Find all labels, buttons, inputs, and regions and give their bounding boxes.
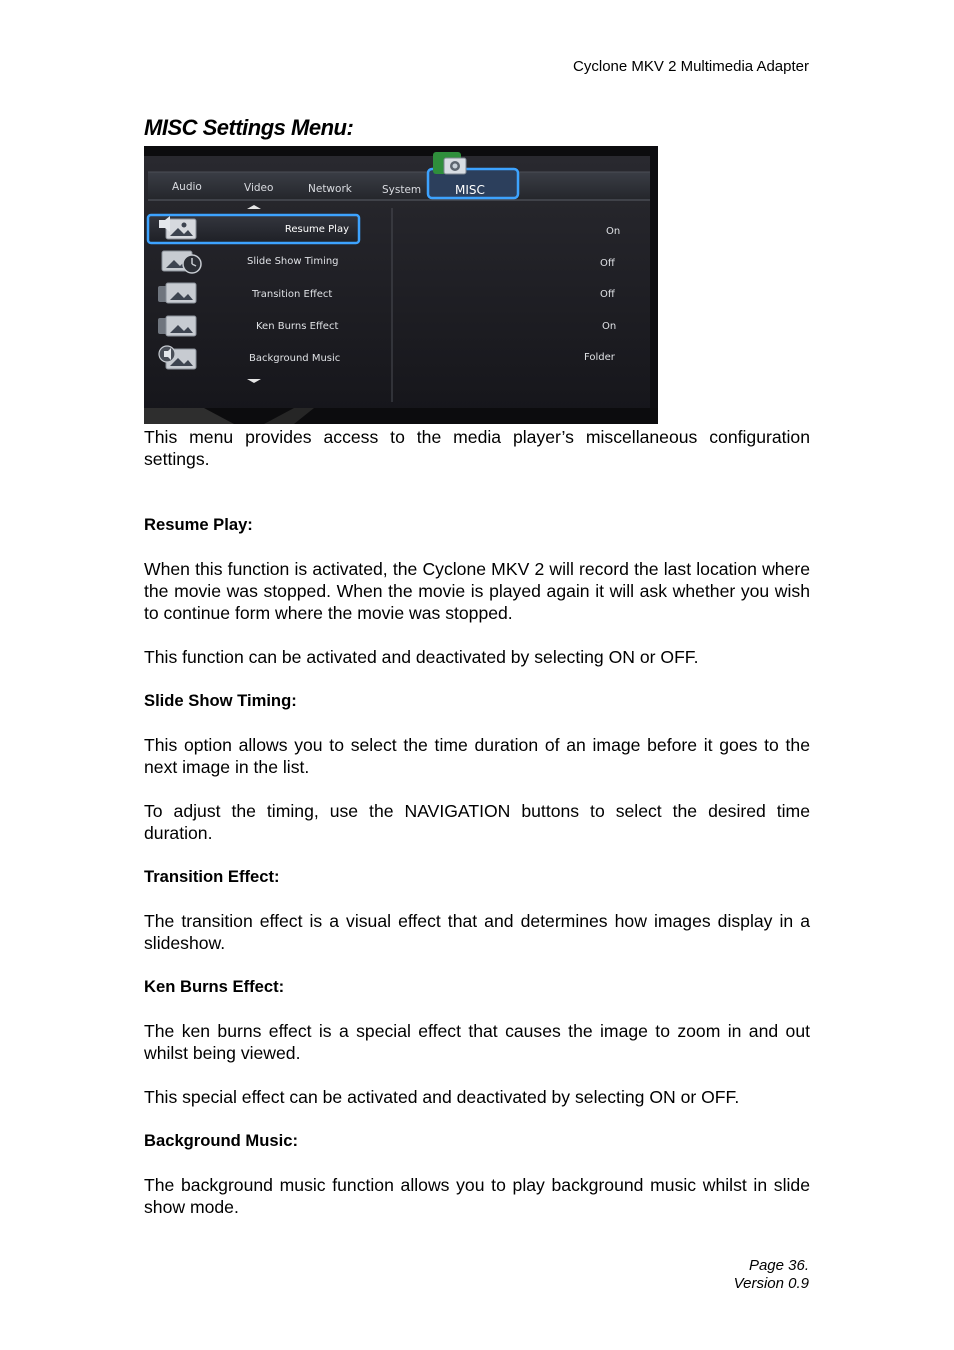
menu-item-resume-play[interactable]: Resume Play: [284, 224, 349, 235]
resume-play-paragraph-1: When this function is activated, the Cyclone MKV 2 will record the last location where the movie was stopped. When the movie is played again it will ask whether you wish to continue form where the movie was stopped.: [144, 559, 810, 623]
slide-show-timing-paragraph-1: This option allows you to select the time duration of an image before it goes to the next image in the list.: [144, 735, 810, 777]
transition-effect-paragraph-1: The transition effect is a visual effect that and determines how images display in a slideshow.: [144, 911, 810, 953]
misc-menu-screen: [144, 146, 658, 424]
item-icon-transition-effect: [158, 283, 196, 303]
page-number: Page 36.: [748, 1257, 809, 1274]
document-body: [144, 426, 810, 1218]
value-transition-effect: Off: [600, 289, 615, 300]
item-icon-ken-burns-effect: [158, 316, 196, 336]
tab-audio[interactable]: Audio: [172, 181, 202, 193]
ken-burns-effect-paragraph-2: This special effect can be activated and deactivated by selecting ON or OFF.: [144, 1087, 740, 1107]
section-heading-resume-play: Resume Play:: [144, 515, 253, 534]
tab-video[interactable]: Video: [244, 182, 274, 194]
section-heading-transition-effect: Transition Effect:: [144, 867, 280, 886]
ken-burns-effect-paragraph-1: The ken burns effect is a special effect that causes the image to zoom in and out whilst being viewed.: [144, 1021, 810, 1063]
resume-play-paragraph-2: This function can be activated and deactivated by selecting ON or OFF.: [144, 647, 699, 667]
tab-network[interactable]: Network: [308, 183, 352, 195]
tab-misc[interactable]: MISC: [455, 183, 485, 197]
misc-menu-screenshot: [144, 146, 658, 424]
value-background-music: Folder: [584, 352, 615, 363]
slide-show-timing-paragraph-2: To adjust the timing, use the NAVIGATION buttons to select the desired time duration.: [144, 801, 810, 843]
menu-item-ken-burns-effect[interactable]: Ken Burns Effect: [256, 321, 339, 332]
background-music-paragraph-1: The background music function allows you to play background music whilst in slide show mode.: [144, 1175, 810, 1217]
intro-paragraph: This menu provides access to the media player’s miscellaneous configuration settings.: [144, 427, 810, 469]
section-heading-slide-show-timing: Slide Show Timing:: [144, 691, 297, 710]
value-resume-play: On: [606, 226, 621, 237]
document-version: Version 0.9: [733, 1275, 809, 1292]
menu-item-transition-effect[interactable]: Transition Effect: [252, 289, 333, 300]
page-title: MISC Settings Menu:: [144, 115, 354, 140]
section-heading-ken-burns-effect: Ken Burns Effect:: [144, 977, 285, 996]
tab-system[interactable]: System: [382, 184, 422, 196]
value-slide-show-timing: Off: [600, 258, 615, 269]
menu-item-background-music[interactable]: Background Music: [249, 353, 341, 364]
section-heading-background-music: Background Music:: [144, 1131, 298, 1150]
menu-item-slide-show-timing[interactable]: Slide Show Timing: [247, 256, 339, 267]
document-header: Cyclone MKV 2 Multimedia Adapter: [573, 58, 809, 75]
page-footer: [734, 1257, 809, 1293]
value-ken-burns-effect: On: [602, 321, 617, 332]
